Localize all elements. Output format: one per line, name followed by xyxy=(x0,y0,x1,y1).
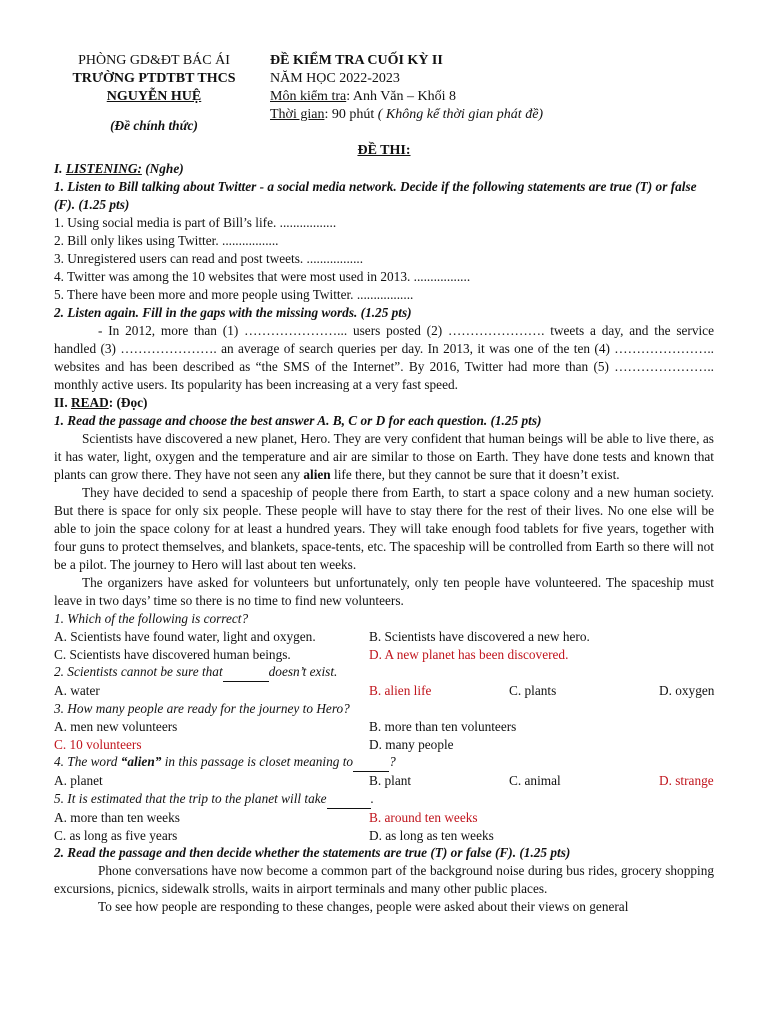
q2-pre: 2. Scientists cannot be sure that xyxy=(54,664,223,680)
q4-blank xyxy=(353,753,389,772)
reading-paragraph-5: To see how people are responding to these changes, people were asked about their views on general xyxy=(98,899,629,915)
q2-blank xyxy=(223,663,269,682)
question-4-options xyxy=(54,772,714,790)
reading-paragraph-2: They have decided to send a spaceship of people there from Earth, to start a space colony and a new human society. But there is space for only six people. These people will have to stay there for the rest of their lives. No one else will be able to join the space colony for at least a hundred years. They will take enough food tablets for five years, together with four guns to protect themselves, and blankets, space-tents, etc. The spaceship will be controlled from Earth so there will not be a pilot. The journey to Hero will last about ten weeks. xyxy=(54,485,714,572)
q1-option-d: D. A new planet has been discovered. xyxy=(369,646,569,662)
q3-option-d: D. many people xyxy=(369,736,454,752)
reading-heading xyxy=(54,394,714,412)
q4-post: ? xyxy=(389,754,396,770)
reading-paragraph-3: The organizers have asked for volunteers but unfortunately, only ten people have volunteered. The spaceship must leave in two days’ time so there is no time to find new volunteers. xyxy=(54,575,714,608)
p1-before: Scientists have discovered a new planet, Hero. They are very confident that human beings will be able to live there, as it has water, light, oxygen and the temperature and air are similar to those on Earth. They have done tests and known that plants can grow there. They have not seen any xyxy=(54,431,714,482)
q5-option-d: D. as long as ten weeks xyxy=(369,827,494,843)
listening-part2-instruction: 2. Listen again. Fill in the gaps with the missing words. (1.25 pts) xyxy=(54,305,412,320)
question-4 xyxy=(54,753,714,772)
statement-1: 1. Using social media is part of Bill’s life. ................. xyxy=(54,215,337,230)
subject-value: : Anh Văn – Khối 8 xyxy=(346,89,457,104)
time-value: : 90 phút xyxy=(324,107,378,122)
q2-post: doesn’t exist. xyxy=(268,664,338,680)
reading-paragraph-1 xyxy=(54,430,714,484)
q4-option-a: A. planet xyxy=(54,773,103,789)
header-right xyxy=(270,52,543,124)
q3-option-b: B. more than ten volunteers xyxy=(369,718,517,734)
question-3: 3. How many people are ready for the journey to Hero? xyxy=(54,700,350,716)
reading-heading-text: READ xyxy=(71,395,109,410)
reading-heading-num: II. xyxy=(54,395,71,410)
school-year: NĂM HỌC 2022-2023 xyxy=(270,71,400,86)
department-name: PHÒNG GD&ĐT BÁC ÁI xyxy=(78,53,230,68)
time-label: Thời gian xyxy=(270,107,325,122)
q5-post: . xyxy=(370,790,374,806)
exam-title: ĐỀ THI: xyxy=(357,143,411,158)
question-1-options xyxy=(54,628,714,664)
statement-2: 2. Bill only likes using Twitter. ................. xyxy=(54,233,279,248)
subject-label: Môn kiểm tra xyxy=(270,89,347,104)
statement-4: 4. Twitter was among the 10 websites that were most used in 2013. ................. xyxy=(54,269,471,284)
q2-option-d: D. oxygen xyxy=(659,683,715,699)
statement-5: 5. There have been more and more people using Twitter. ................. xyxy=(54,287,414,302)
time-note: ( Không kể thời gian phát đề) xyxy=(377,107,544,122)
p1-after: life there, but they cannot be sure that it doesn’t exist. xyxy=(330,467,620,482)
reading-paragraph-4: Phone conversations have now become a common part of the background noise during bus rides, grocery shopping excursions, picnics, sidewalk strolls, waits in airport terminals and many other public places. xyxy=(54,863,714,897)
reading-heading-vn: : (Đọc) xyxy=(108,395,148,410)
q3-option-a: A. men new volunteers xyxy=(54,718,178,734)
listening-heading-text: LISTENING: xyxy=(65,161,142,176)
q1-option-c: C. Scientists have discovered human beings. xyxy=(54,646,291,662)
q4-pre: 4. The word xyxy=(54,754,121,770)
exam-page xyxy=(54,52,714,916)
q4-bold-word: “alien” xyxy=(120,754,162,770)
q2-option-a: A. water xyxy=(54,683,100,699)
subject-line xyxy=(270,88,543,106)
time-line xyxy=(270,106,543,124)
question-1: 1. Which of the following is correct? xyxy=(54,611,249,626)
question-2-options xyxy=(54,682,714,700)
school-name-line1: TRƯỜNG PTDTBT THCS xyxy=(72,71,236,86)
question-5-options xyxy=(54,809,714,845)
q5-pre: 5. It is estimated that the trip to the planet will take xyxy=(54,790,327,806)
listening-part1-instruction: 1. Listen to Bill talking about Twitter - a social media network. Decide if the following statements are true (T) or false (F). (1.25 pts) xyxy=(54,179,697,212)
listening-heading xyxy=(54,160,714,178)
listening-heading-vn: (Nghe) xyxy=(141,161,184,176)
q1-option-a: A. Scientists have found water, light and oxygen. xyxy=(54,628,316,644)
q4-option-b: B. plant xyxy=(369,773,412,789)
statement-3: 3. Unregistered users can read and post tweets. ................. xyxy=(54,251,364,266)
q5-blank xyxy=(327,790,371,809)
q4-option-d: D. strange xyxy=(659,773,714,789)
question-2 xyxy=(54,663,714,682)
q3-option-c: C. 10 volunteers xyxy=(54,736,142,752)
question-5 xyxy=(54,790,714,809)
question-3-options xyxy=(54,718,714,754)
q1-option-b: B. Scientists have discovered a new hero. xyxy=(369,628,590,644)
q5-option-a: A. more than ten weeks xyxy=(54,809,180,825)
q5-option-c: C. as long as five years xyxy=(54,827,178,843)
reading-part2-instruction: 2. Read the passage and then decide whether the statements are true (T) or false (F). (1.25 pts) xyxy=(54,845,571,861)
header-left xyxy=(54,52,254,135)
q4-option-c: C. animal xyxy=(509,773,561,789)
exam-name: ĐỀ KIỂM TRA CUỐI KỲ II xyxy=(270,53,443,68)
p1-bold-word: alien xyxy=(303,467,331,482)
listening-heading-num: I. xyxy=(54,161,66,176)
q2-option-c: C. plants xyxy=(509,683,557,699)
official-label: (Đề chính thức) xyxy=(110,118,198,133)
q5-option-b: B. around ten weeks xyxy=(369,809,478,825)
header xyxy=(54,52,714,142)
reading-part1-instruction: 1. Read the passage and choose the best answer A. B, C or D for each question. (1.25 pts) xyxy=(54,413,542,428)
q4-mid: in this passage is closet meaning to xyxy=(161,754,354,770)
gap-fill-paragraph: - In 2012, more than (1) …………………... users posted (2) …………………. tweets a day, and the service handled (3) …………………. an average of search queries per day. In 2013, it was one of the ten (4) ………………….. websites and has been described as “the SMS of the Internet”. By 2016, Twitter had more than (5) ………………….. monthly active users. Its popularity has been increasing at a very fast speed. xyxy=(54,323,714,392)
q2-option-b: B. alien life xyxy=(369,683,432,699)
school-name-line2: NGUYỄN HUỆ xyxy=(106,89,202,104)
